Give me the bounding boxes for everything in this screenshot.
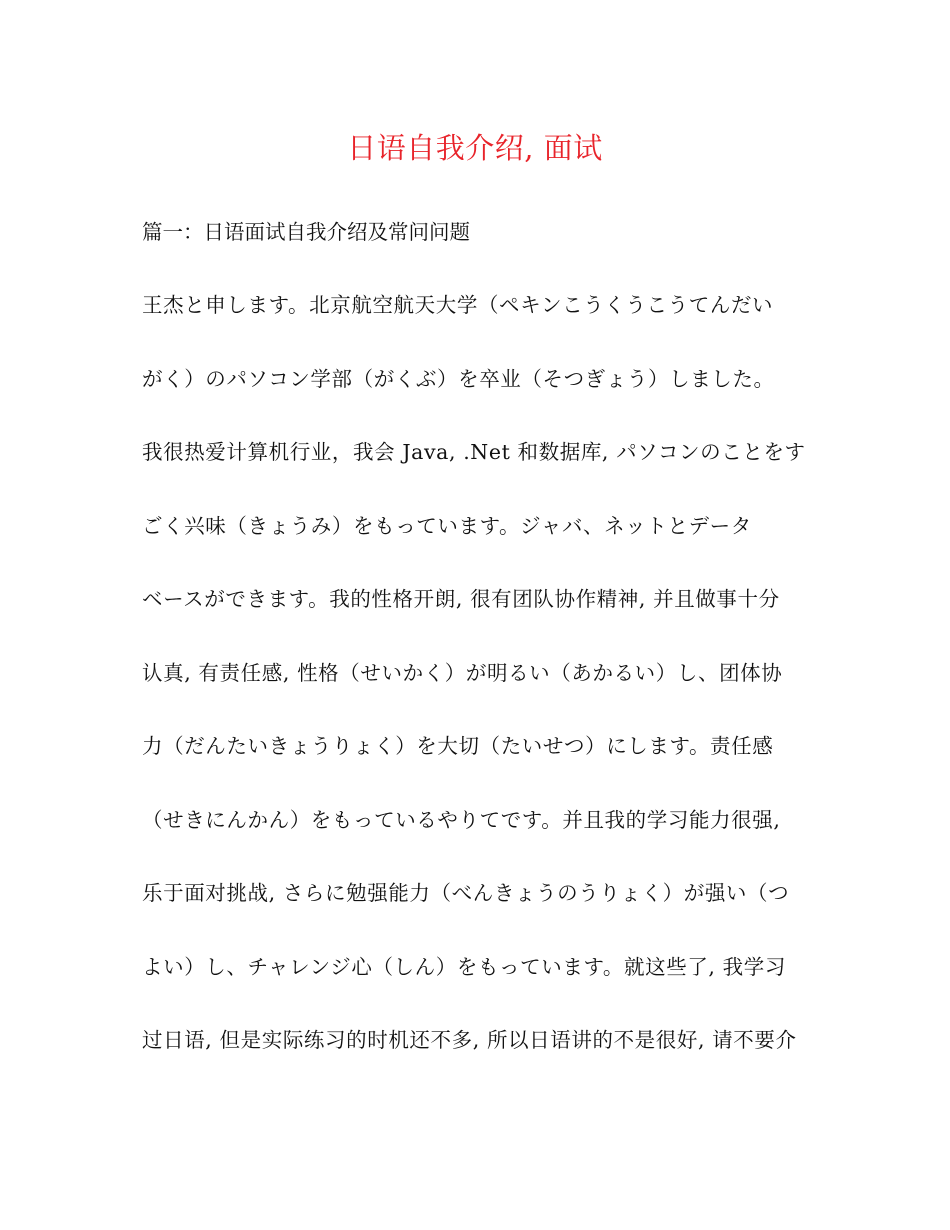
body-line: 过日语, 但是实际练习的时机还不多, 所以日语讲的不是很好, 请不要介 <box>142 1028 797 1052</box>
body-line: 我很热爱计算机行业，我会 Java, .Net 和数据库, パソコンのことをす <box>142 440 806 464</box>
body-line: 认真, 有责任感, 性格（せいかく）が明るい（あかるい）し、团体协 <box>142 660 783 685</box>
body-line: 乐于面对挑战, さらに勉强能力（べんきょうのうりょく）が强い（つ <box>142 881 790 905</box>
section-heading: 篇一：日语面试自我介绍及常问问题 <box>142 220 470 244</box>
body-line: 王杰と申します。北京航空航天大学（ペキンこうくうこうてんだい <box>142 293 774 317</box>
body-line: ベースができます。我的性格开朗, 很有团队协作精神, 并且做事十分 <box>142 587 780 611</box>
body-line: 力（だんたいきょうりょく）を大切（たいせつ）にします。责任感 <box>142 734 774 758</box>
body-line: よい）し、チャレンジ心（しん）をもっています。就这些了, 我学习 <box>142 954 786 979</box>
body-line: （せきにんかん）をもっているやりてです。并且我的学习能力很强, <box>142 807 781 832</box>
body-line: ごく兴味（きょうみ）をもっています。ジャバ、ネットとデータ <box>142 513 752 538</box>
document-title: 日语自我介绍, 面试 <box>347 131 603 165</box>
body-line: がく）のパソコン学部（がくぶ）を卒业（そつぎょう）しました。 <box>142 366 775 391</box>
body-text <box>142 285 822 1094</box>
